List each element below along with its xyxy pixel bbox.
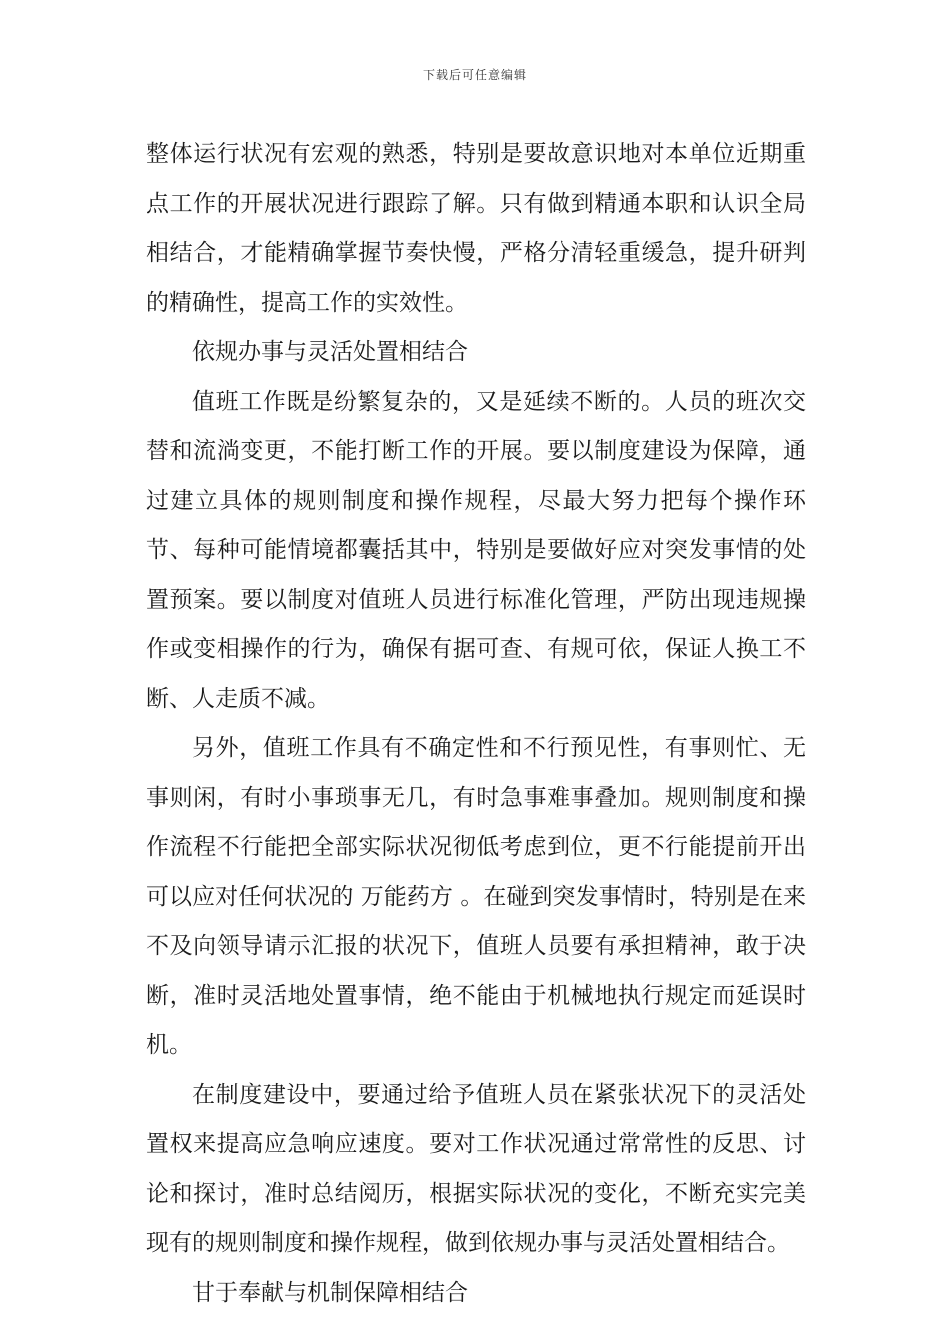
paragraph-system-building: 在制度建设中，要通过给予值班人员在紧张状况下的灵活处置权来提高应急响应速度。要对工作状况通过常常性的反思、讨论和探讨，准时总结阅历，根据实际状况的变化，不断充实完美现有的规则制度和操作规程，做到依规办事与灵活处置相结合。 [146,1081,806,1256]
section-heading-dedication-mechanism: 甘于奉献与机制保障相结合 [192,1279,468,1306]
paragraph-duty-continuity: 值班工作既是纷繁复杂的，又是延续不断的。人员的班次交替和流淌变更，不能打断工作的开展。要以制度建设为保障，通过建立具体的规则制度和操作规程，尽最大努力把每个操作环节、每种可能情境都囊括其中，特别是要做好应对突发事情的处置预案。要以制度对值班人员进行标准化管理，严防出现违规操作或变相操作的行为，确保有据可查、有规可依，保证人换工不断、人走质不减。 [146,388,806,712]
document-body [146,130,806,1318]
paragraph-continuation: 整体运行状况有宏观的熟悉，特别是要故意识地对本单位近期重点工作的开展状况进行跟踪了解。只有做到精通本职和认识全局相结合，才能精确掌握节奏快慢，严格分清轻重缓急，提升研判的精确性，提高工作的实效性。 [146,141,806,316]
page-header: 下载后可任意编辑 [422,68,527,82]
section-heading-rules-flexibility: 依规办事与灵活处置相结合 [192,339,468,365]
paragraph-uncertainty: 另外，值班工作具有不确定性和不行预见性，有事则忙、无事则闲，有时小事琐事无几，有时急事难事叠加。规则制度和操作流程不行能把全部实际状况彻低考虑到位，更不行能提前开出可以应对任何状况的 万能药方 。在碰到突发事情时，特别是在来不及向领导请示汇报的状况下，值班人员要有承担精神，敢于决断，准时灵活地处置事情，绝不能由于机械地执行规定而延误时机。 [146,735,806,1058]
